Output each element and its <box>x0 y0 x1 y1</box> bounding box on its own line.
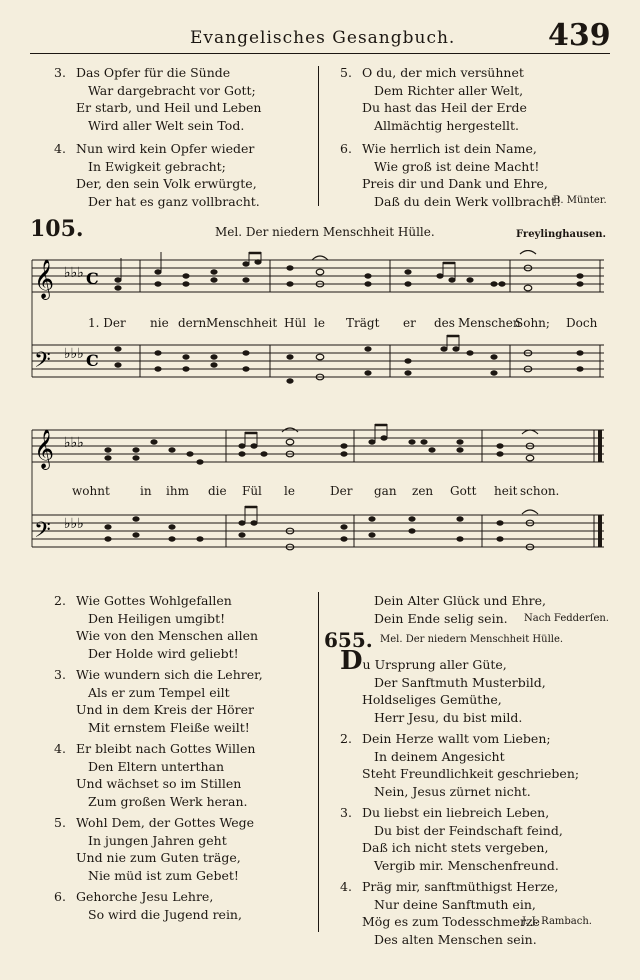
verse <box>54 814 314 884</box>
lyric-syllable: Sohn; <box>515 316 550 330</box>
verse <box>54 592 314 662</box>
verse-line: Als er zum Tempel eilt <box>88 684 230 700</box>
verse <box>54 740 314 810</box>
verse-line: Dein Ende selig sein. <box>374 610 508 626</box>
verse-line: Allmächtig hergestellt. <box>374 117 520 133</box>
lyric-syllable: des <box>434 316 455 330</box>
lyric-syllable: wohnt <box>72 484 110 498</box>
verse-number: 4. <box>54 141 66 156</box>
svg-text:𝄞: 𝄞 <box>34 259 55 299</box>
verse-number: 4. <box>340 879 352 894</box>
lyric-syllable: Menschen <box>458 316 521 330</box>
verse-line: In jungen Jahren geht <box>88 832 227 848</box>
verse-line: Vergib mir. Menschenfreund. <box>374 857 559 873</box>
lyric-syllable: Hül <box>284 316 307 330</box>
verse-line: Mög es zum Todesschmerze <box>362 914 540 929</box>
svg-text:1. Der nie dern Me <box>88 316 598 330</box>
verse-line: Steht Freundlichkeit geschrieben; <box>362 766 580 781</box>
lyric-syllable: zen <box>412 484 434 498</box>
verse-line: Dein Alter Glück und Ehre, <box>374 593 547 608</box>
running-title: Evangelisches Gesangbuch. <box>190 28 456 48</box>
verse-line: u Ursprung aller Güte, <box>362 657 507 672</box>
verse <box>340 878 620 948</box>
lyric-syllable: Trägt <box>346 316 380 330</box>
verse-line: Du bist der Feindschaft feind, <box>374 822 563 838</box>
lyric-syllable: heit <box>494 484 518 498</box>
verse-line: Der Sanftmuth Musterbild, <box>374 674 546 690</box>
lyric-syllable: le <box>314 316 325 330</box>
column-divider <box>318 592 319 932</box>
verse-line: Preis dir und Dank und Ehre, <box>362 176 548 191</box>
verse-line: Der hat es ganz vollbracht. <box>88 193 260 209</box>
verse-line: Wie von den Menschen allen <box>76 628 259 643</box>
svg-text:C: C <box>86 351 99 370</box>
lyric-syllable: Menschheit <box>206 316 278 330</box>
top-left-verses <box>54 64 314 210</box>
svg-text:♭♭♭: ♭♭♭ <box>64 346 84 362</box>
verse <box>54 888 314 923</box>
music-system-1 <box>0 250 640 420</box>
verse-line: Den Heiligen umgibt! <box>88 610 226 626</box>
verse-line: Du liebst ein liebreich Leben, <box>362 805 550 820</box>
svg-text:wohnt in ihm die <box>72 484 559 498</box>
svg-text:♭♭♭: ♭♭♭ <box>64 435 84 451</box>
hymn-number: 105. <box>30 216 84 242</box>
music-system-2 <box>0 420 640 580</box>
verse-line: Den Eltern unterthan <box>88 758 225 774</box>
verse <box>54 64 314 134</box>
verse-line: Der, den sein Volk erwürgte, <box>76 176 257 191</box>
svg-text:♭♭♭: ♭♭♭ <box>64 265 84 281</box>
verse-line: Präg mir, sanftmüthigst Herze, <box>362 879 559 894</box>
verse-number: 5. <box>54 815 66 830</box>
verse-line: Zum großen Werk heran. <box>88 793 248 809</box>
author-credit: J. J. Rambach. <box>522 916 592 927</box>
verse-line: Wie herrlich ist dein Name, <box>362 141 537 156</box>
verse-line: In Ewigkeit gebracht; <box>88 158 226 174</box>
melody-reference: Mel. Der niedern Menschheit Hülle. <box>215 225 435 239</box>
svg-text:𝄢: 𝄢 <box>34 518 51 548</box>
lyric-syllable: 1. Der <box>88 316 126 330</box>
verse-line: Und in dem Kreis der Hörer <box>76 702 255 717</box>
verse-line: In deinem Angesicht <box>374 748 505 764</box>
lyric-syllable: le <box>284 484 295 498</box>
hymn-number: 655. <box>324 628 373 652</box>
verse-line: Und nie zum Guten träge, <box>76 850 241 865</box>
lyric-syllable: nie <box>150 316 169 330</box>
svg-text:𝄞: 𝄞 <box>34 429 55 469</box>
verse-line: Mit ernstem Fleiße weilt! <box>88 719 250 735</box>
verse-number: 6. <box>54 889 66 904</box>
drop-cap: D <box>340 646 363 676</box>
verse-number: 2. <box>340 731 352 746</box>
verse-line: Der Holde wird geliebt! <box>88 645 239 661</box>
svg-text:C: C <box>86 269 99 288</box>
verse-line: Wohl Dem, der Gottes Wege <box>76 815 255 830</box>
lyric-syllable: Der <box>330 484 353 498</box>
verse-line: Wird aller Welt sein Tod. <box>88 117 245 133</box>
author-credit: Nach Fedderſen. <box>524 613 609 624</box>
verse-number: 6. <box>340 141 352 156</box>
verse-line: Und wächset so im Stillen <box>76 776 242 791</box>
lyric-syllable: ihm <box>166 484 189 498</box>
lyric-syllable: Doch <box>566 316 598 330</box>
svg-text:♭♭♭: ♭♭♭ <box>64 516 84 532</box>
lyric-syllable: er <box>403 316 416 330</box>
verse-line: Nie müd ist zum Gebet! <box>88 867 239 883</box>
tune-source: Freylinghausen. <box>516 229 606 240</box>
verse <box>340 730 620 800</box>
verse-number: 3. <box>54 667 66 682</box>
verse-number: 3. <box>340 805 352 820</box>
verse-line: Nun wird kein Opfer wieder <box>76 141 255 156</box>
column-divider <box>318 66 319 206</box>
top-right-verses <box>340 64 610 210</box>
verse-line: War dargebracht vor Gott; <box>88 82 256 98</box>
verse <box>54 140 314 210</box>
verse-line: Herr Jesu, du bist mild. <box>374 709 523 725</box>
verse-line: Nur deine Sanftmuth ein, <box>374 896 536 912</box>
verse-line: O du, der mich versühnet <box>362 65 524 80</box>
lyric-syllable: gan <box>374 484 397 498</box>
verse-line: So wird die Jugend rein, <box>88 906 242 922</box>
verse-line: Daß du dein Werk vollbracht! <box>374 193 562 209</box>
verse-line: Holdseliges Gemüthe, <box>362 692 502 707</box>
header-rule <box>30 53 610 54</box>
verse-number: 2. <box>54 593 66 608</box>
verse-line: Wie groß ist deine Macht! <box>374 158 540 174</box>
verse-line: Du hast das Heil der Erde <box>362 100 527 115</box>
verse-line: Das Opfer für die Sünde <box>76 65 231 80</box>
lyric-syllable: dern <box>178 316 207 330</box>
lyric-syllable: schon. <box>520 484 560 498</box>
verse-number: 4. <box>54 741 66 756</box>
author-credit: B. Münter. <box>553 195 607 206</box>
verse-line: Des alten Menschen sein. <box>374 931 537 947</box>
verse-line: Wie wundern sich die Lehrer, <box>76 667 263 682</box>
melody-reference: Mel. Der niedern Menschheit Hülle. <box>380 634 564 645</box>
verse-line: Wie Gottes Wohlgefallen <box>76 593 232 608</box>
verse-line: Dein Herze wallt vom Lieben; <box>362 731 551 746</box>
lyric-syllable: Fül <box>242 484 262 498</box>
bottom-left-verses <box>54 592 314 923</box>
lyric-syllable: in <box>140 484 152 498</box>
verse-line: Er starb, und Heil und Leben <box>76 100 262 115</box>
verse-line: Er bleibt nach Gottes Willen <box>76 741 256 756</box>
lyric-syllable: die <box>208 484 227 498</box>
verse-number: 5. <box>340 65 352 80</box>
lyric-syllable: Gott <box>450 484 477 498</box>
verse-line: Dem Richter aller Welt, <box>374 82 524 98</box>
verse <box>340 804 620 874</box>
verse-line: Gehorche Jesu Lehre, <box>76 889 214 904</box>
page-number: 439 <box>548 18 611 53</box>
verse-line: Nein, Jesus zürnet nicht. <box>374 783 531 799</box>
verse-line: Daß ich nicht stets vergeben, <box>362 840 549 855</box>
verse-number: 3. <box>54 65 66 80</box>
verse <box>340 64 610 134</box>
verse <box>54 666 314 736</box>
svg-text:𝄢: 𝄢 <box>34 348 51 378</box>
hymn-655-verses <box>340 646 620 948</box>
